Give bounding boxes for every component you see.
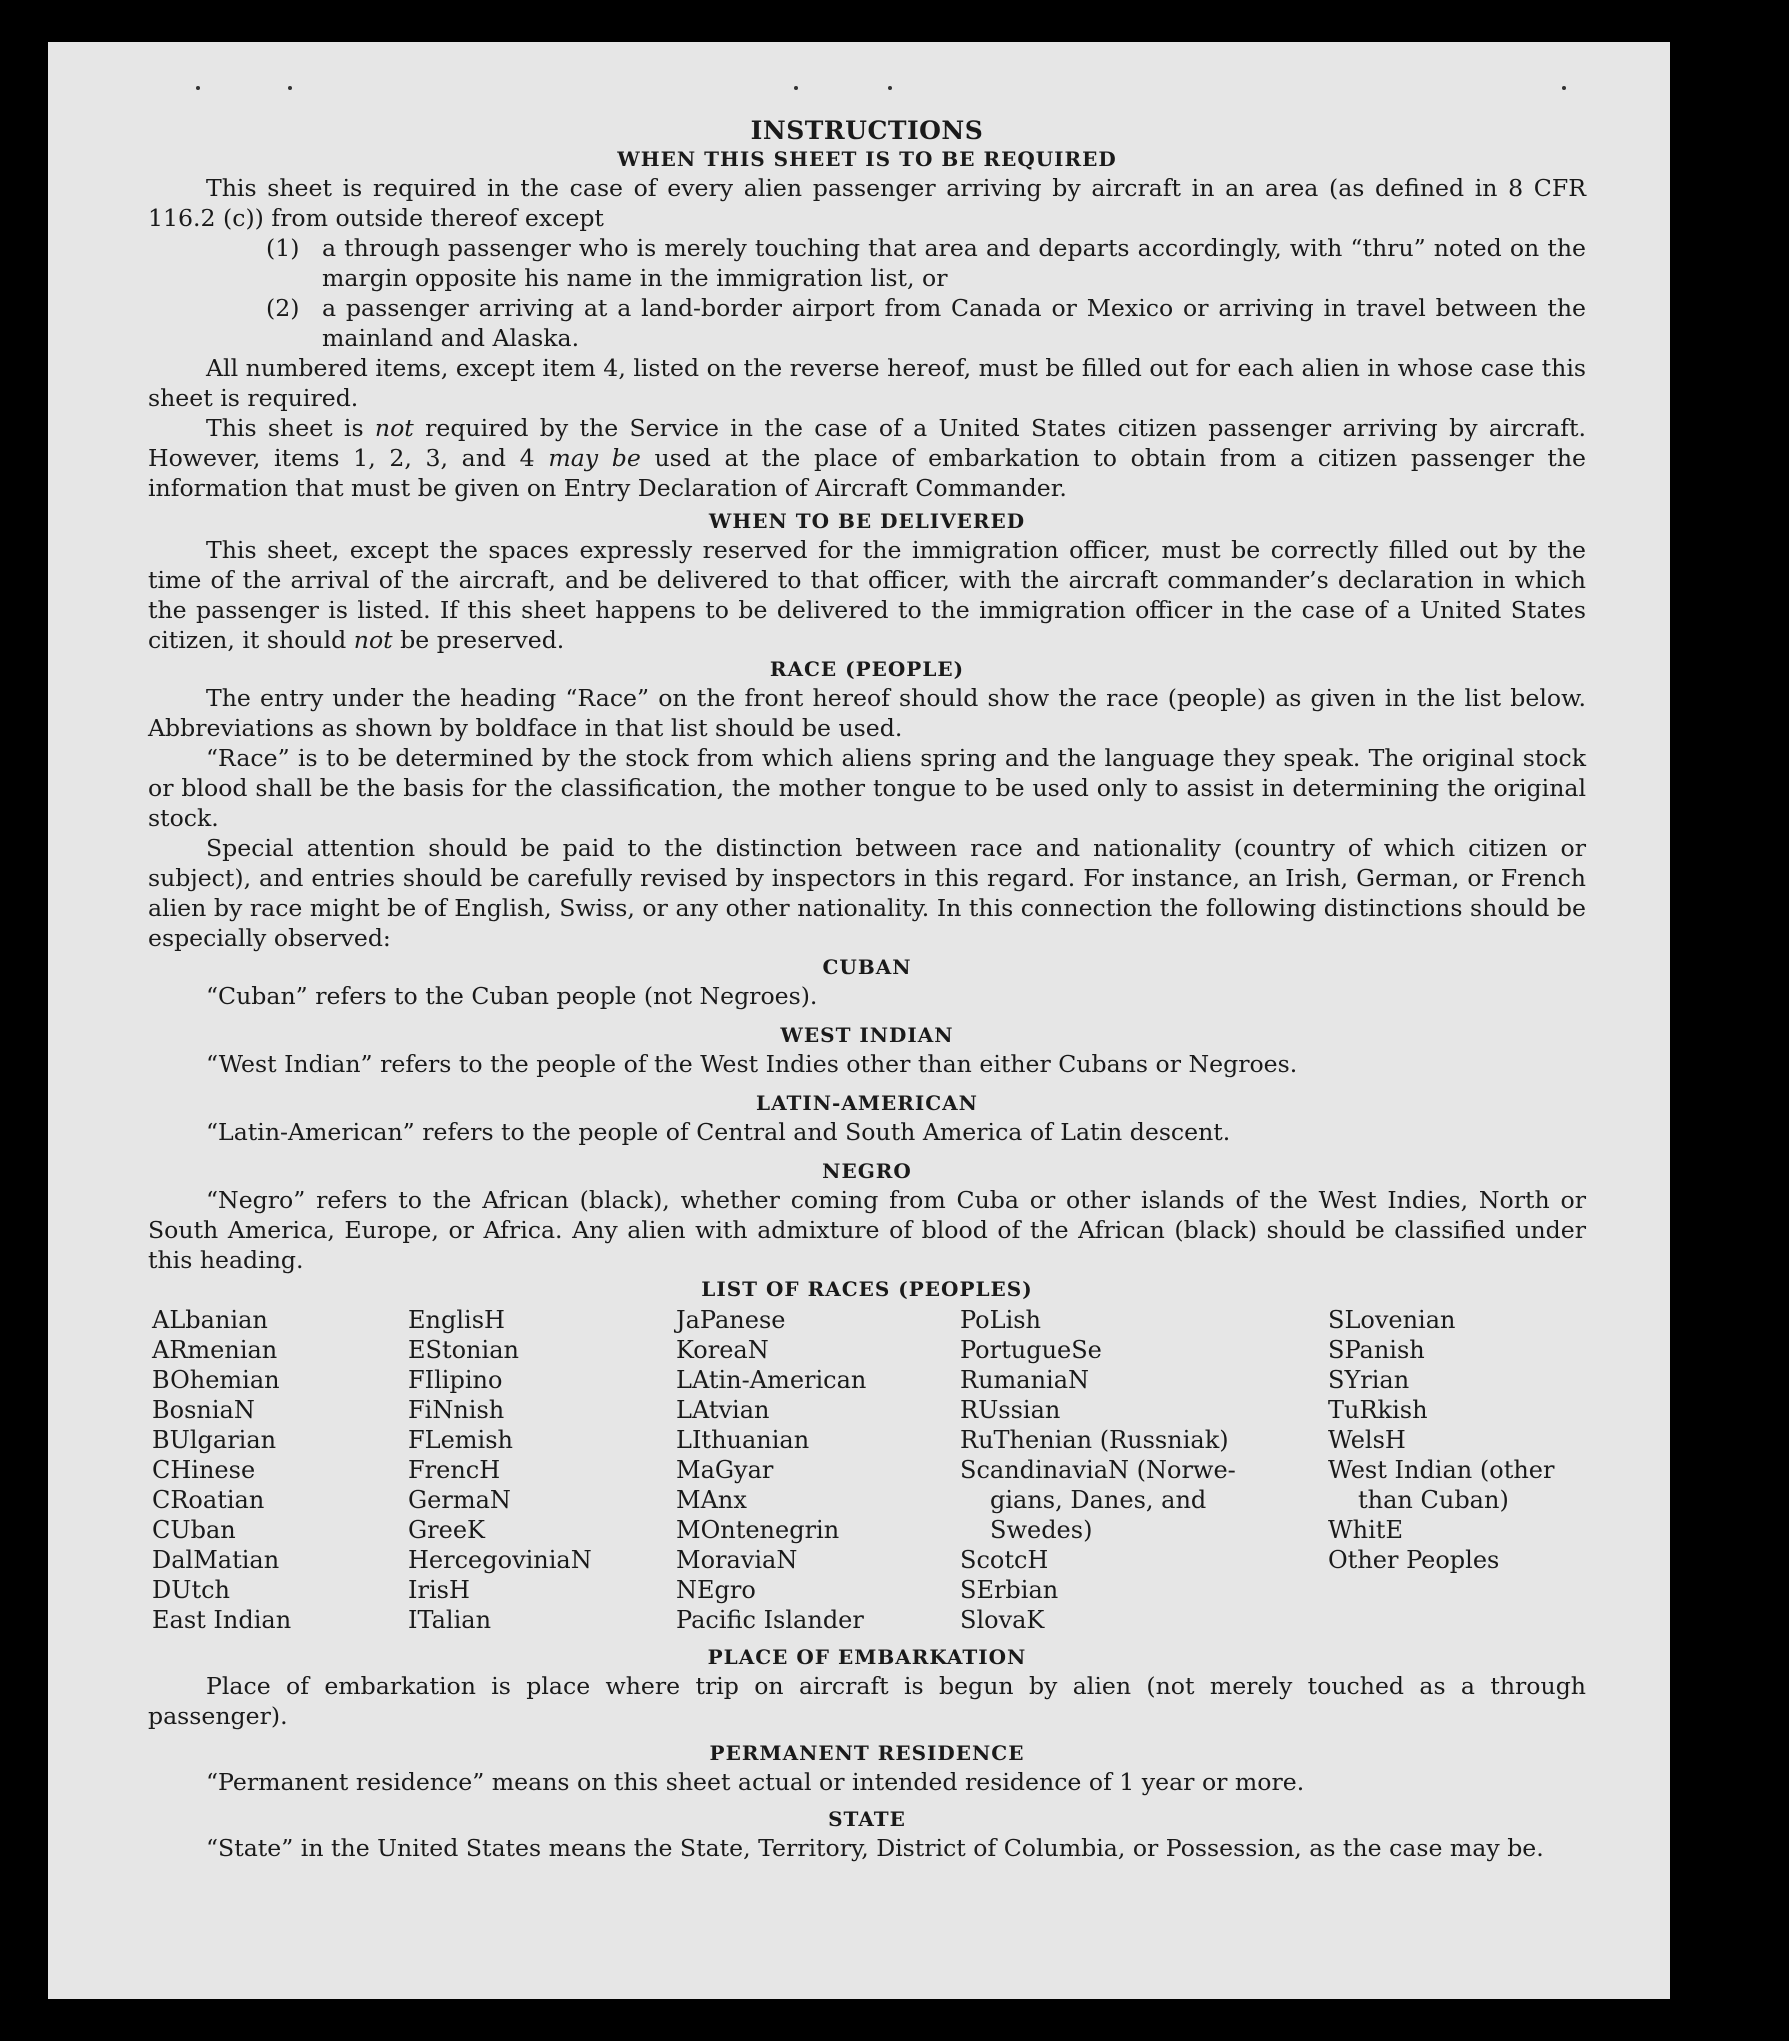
- section-heading-list-of-races: LIST OF RACES (PEOPLES): [701, 1277, 1033, 1301]
- race-entry: BUlgarian: [152, 1426, 277, 1454]
- race-entry: CRoatian: [152, 1486, 265, 1514]
- text-run: This sheet is: [206, 414, 375, 442]
- instructions-content: [148, 116, 1586, 1863]
- section-heading-permanent-residence: PERMANENT RESIDENCE: [709, 1741, 1025, 1765]
- race-entry: LAtvian: [676, 1396, 770, 1424]
- race-column: [1328, 1305, 1584, 1635]
- section-heading-cuban: CUBAN: [822, 955, 912, 979]
- text-run-italic: not: [353, 626, 393, 654]
- paragraph: “West Indian” refers to the people of the West Indies other than either Cubans or Negroes.: [206, 1050, 1298, 1078]
- paragraph: Place of embarkation is place where trip on aircraft is begun by alien (not merely touched as a through passenger).: [148, 1672, 1586, 1730]
- race-entry: SLovenian: [1328, 1306, 1456, 1334]
- race-column: [676, 1305, 960, 1635]
- race-entry: KoreaN: [676, 1336, 769, 1364]
- race-entry: West Indian (other: [1328, 1456, 1555, 1484]
- exception-list: [266, 233, 1586, 353]
- section-heading-state: STATE: [828, 1807, 906, 1831]
- punch-mark: [196, 86, 200, 90]
- race-entry: SErbian: [960, 1576, 1059, 1604]
- section-heading-race: RACE (PEOPLE): [769, 657, 965, 681]
- race-column: [152, 1305, 408, 1635]
- race-entry: MaGyar: [676, 1456, 774, 1484]
- section-heading-latin-american: LATIN-AMERICAN: [756, 1091, 978, 1115]
- race-entry: MoraviaN: [676, 1546, 798, 1574]
- paragraph: The entry under the heading “Race” on the front hereof should show the race (people) as given in the list below. Abbreviations as shown by boldface in that list should be used.: [148, 684, 1586, 742]
- document-sheet: [48, 42, 1670, 1999]
- race-entry: Swedes): [990, 1516, 1093, 1544]
- race-entry: Other Peoples: [1328, 1546, 1500, 1574]
- race-entry: Pacific Islander: [676, 1606, 864, 1634]
- paragraph: All numbered items, except item 4, listed on the reverse hereof, must be filled out for each alien in whose case this sheet is required.: [148, 354, 1586, 412]
- section-heading-west-indian: WEST INDIAN: [780, 1023, 954, 1047]
- race-entry: PoLish: [960, 1306, 1042, 1334]
- race-entry: LIthuanian: [676, 1426, 810, 1454]
- text-run: This sheet, except the spaces expressly reserved for the immigration officer, must be correctly filled out by the time of the arrival of the aircraft, and be delivered to that officer, with the aircraft commander’s declaration in which the passenger is listed. If this sheet happens to be delivered to the immigration officer in the case of a United States citizen, it should: [148, 536, 1586, 654]
- paragraph: “Race” is to be determined by the stock from which aliens spring and the language they speak. The original stock or blood shall be the basis for the classification, the mother tongue to be used only to assist in determining the original stock.: [148, 744, 1586, 832]
- item-text: a passenger arriving at a land-border airport from Canada or Mexico or arriving in travel between the mainland and Alaska.: [322, 294, 1586, 352]
- race-entry: MOntenegrin: [676, 1516, 840, 1544]
- race-entry: EStonian: [408, 1336, 519, 1364]
- punch-mark: [888, 86, 892, 90]
- race-entry: ScandinaviaN (Norwe-: [960, 1456, 1236, 1484]
- race-entry: JaPanese: [676, 1306, 786, 1334]
- race-entry: gians, Danes, and: [990, 1486, 1207, 1514]
- race-entry: LAtin-American: [676, 1366, 867, 1394]
- race-entry: FrencH: [408, 1456, 501, 1484]
- race-entry: GermaN: [408, 1486, 511, 1514]
- paragraph: “Permanent residence” means on this sheet actual or intended residence of 1 year or more.: [206, 1768, 1305, 1796]
- text-run: be preserved.: [392, 626, 565, 654]
- section-heading-place-of-embarkation: PLACE OF EMBARKATION: [707, 1645, 1027, 1669]
- paragraph: “Cuban” refers to the Cuban people (not Negroes).: [206, 982, 818, 1010]
- race-list: [152, 1305, 1586, 1635]
- text-run-italic: may be: [548, 444, 641, 472]
- race-entry: NEgro: [676, 1576, 756, 1604]
- item-number: (2): [266, 294, 300, 322]
- list-item: [266, 293, 1586, 353]
- race-entry: East Indian: [152, 1606, 292, 1634]
- race-entry: BosniaN: [152, 1396, 255, 1424]
- race-entry: CUban: [152, 1516, 236, 1544]
- page-title: INSTRUCTIONS: [750, 116, 984, 145]
- race-entry: PortugueSe: [960, 1336, 1102, 1364]
- race-entry: ARmenian: [152, 1336, 278, 1364]
- race-entry: BOhemian: [152, 1366, 280, 1394]
- paragraph: [148, 413, 1586, 503]
- race-entry: DalMatian: [152, 1546, 280, 1574]
- section-heading-when-delivered: WHEN TO BE DELIVERED: [708, 509, 1026, 533]
- item-text: a through passenger who is merely touching that area and departs accordingly, with “thru” noted on the margin opposite his name in the immigration list, or: [322, 234, 1586, 292]
- paragraph: “Latin-American” refers to the people of Central and South America of Latin descent.: [206, 1118, 1231, 1146]
- race-entry: RuThenian (Russniak): [960, 1426, 1229, 1454]
- race-column: [408, 1305, 676, 1635]
- list-item: [266, 233, 1586, 293]
- race-entry: ITalian: [408, 1606, 492, 1634]
- race-entry: TuRkish: [1328, 1396, 1428, 1424]
- race-entry: EnglisH: [408, 1306, 505, 1334]
- race-entry: ScotcH: [960, 1546, 1049, 1574]
- paragraph: Special attention should be paid to the distinction between race and nationality (country of which citizen or subject), and entries should be carefully revised by inspectors in this regard. For instance, an Irish, German, or French alien by race might be of English, Swiss, or any other nationality. In this connection the following distinctions should be especially observed:: [148, 834, 1586, 952]
- section-heading-negro: NEGRO: [822, 1159, 912, 1183]
- race-entry: IrisH: [408, 1576, 470, 1604]
- race-entry: FiNnish: [408, 1396, 505, 1424]
- race-entry: RumaniaN: [960, 1366, 1090, 1394]
- race-entry: SPanish: [1328, 1336, 1425, 1364]
- punch-mark: [1562, 86, 1566, 90]
- paragraph: This sheet is required in the case of every alien passenger arriving by aircraft in an area (as defined in 8 CFR 116.2 (c)) from outside thereof except: [148, 174, 1586, 232]
- race-entry: WhitE: [1328, 1516, 1403, 1544]
- race-entry: RUssian: [960, 1396, 1061, 1424]
- race-column: [960, 1305, 1328, 1635]
- paragraph: [148, 535, 1586, 655]
- text-run-italic: not: [374, 414, 414, 442]
- race-entry: HercegoviniaN: [408, 1546, 592, 1574]
- text-run: used at the place of embarkation to obtain from a citizen passenger the information that must be given on Entry Declaration of Aircraft Commander.: [148, 444, 1587, 502]
- race-entry: WelsH: [1328, 1426, 1406, 1454]
- punch-mark: [794, 86, 798, 90]
- race-entry: CHinese: [152, 1456, 256, 1484]
- race-entry: GreeK: [408, 1516, 485, 1544]
- paragraph: “Negro” refers to the African (black), whether coming from Cuba or other islands of the West Indies, North or South America, Europe, or Africa. Any alien with admixture of blood of the African (black) should be classified under this heading.: [148, 1186, 1586, 1274]
- race-entry: than Cuban): [1358, 1486, 1509, 1514]
- race-entry: ALbanian: [152, 1306, 268, 1334]
- race-entry: FLemish: [408, 1426, 513, 1454]
- text-run: required by the Service in the case of a United States citizen passenger arriving by aircraft. However, items 1, 2, 3, and 4: [148, 414, 1586, 472]
- punch-mark: [288, 86, 292, 90]
- race-entry: FIlipino: [408, 1366, 503, 1394]
- paragraph: “State” in the United States means the State, Territory, District of Columbia, or Possession, as the case may be.: [206, 1834, 1544, 1862]
- race-entry: MAnx: [676, 1486, 747, 1514]
- race-entry: DUtch: [152, 1576, 231, 1604]
- race-entry: SlovaK: [960, 1606, 1045, 1634]
- section-heading-when-required: WHEN THIS SHEET IS TO BE REQUIRED: [617, 147, 1117, 171]
- race-entry: SYrian: [1328, 1366, 1410, 1394]
- item-number: (1): [266, 234, 300, 262]
